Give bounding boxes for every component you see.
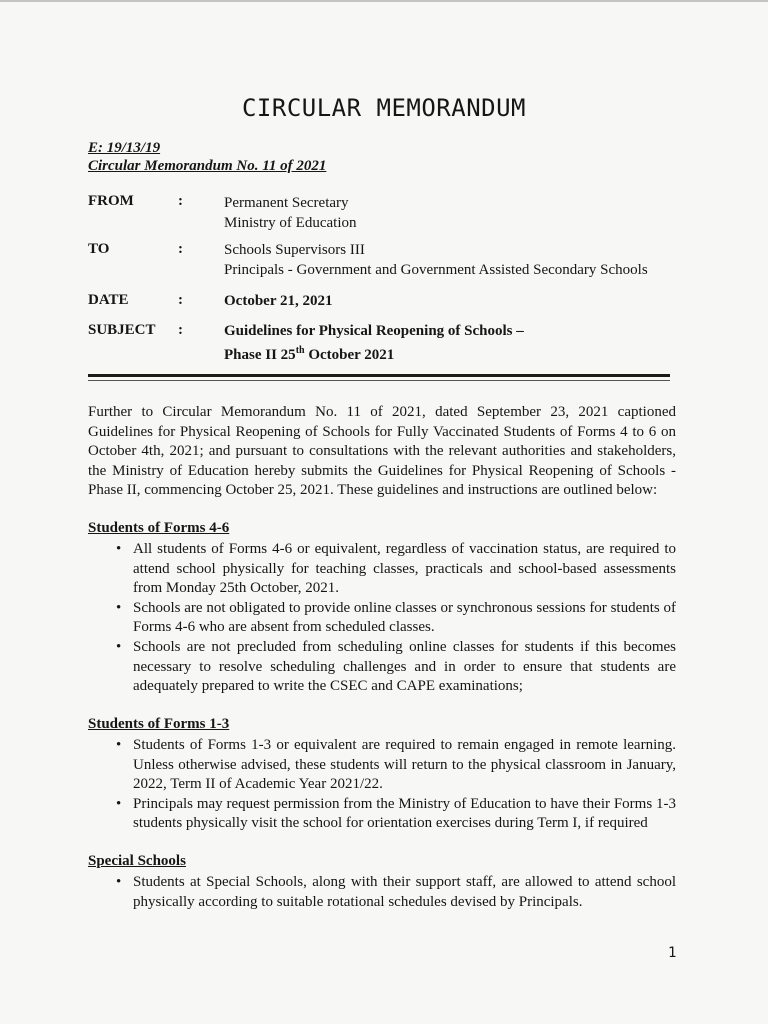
section-heading-special-schools: Special Schools [88, 853, 186, 869]
from-line-1: Permanent Secretary [224, 195, 349, 211]
to-value [224, 240, 648, 280]
from-label: FROM [88, 193, 134, 209]
header-divider [88, 374, 670, 377]
from-value [224, 193, 356, 233]
list-item: • Schools are not precluded from scheduling online classes for students if this becomes necessary to resolve scheduling challenges and in order to ensure that students are adequately prepared to write the CSEC and CAPE examinations; [133, 638, 676, 697]
scan-edge [0, 0, 768, 2]
list-item: • Students of Forms 1-3 or equivalent are required to remain engaged in remote learning. Unless otherwise advised, these students will return to the physical classroom in January, 2022, Term II of Academic Year 2021/22. [133, 736, 676, 795]
subject-phase-text: Phase II 25 [224, 347, 296, 363]
page-title: CIRCULAR MEMORANDUM [241, 94, 527, 122]
reference-number: E: 19/13/19 [88, 140, 161, 156]
list-item: • Students at Special Schools, along with their support staff, are allowed to attend school physically according to suitable rotational schedules devised by Principals. [133, 873, 676, 912]
bullet-list-forms-4-6 [133, 540, 676, 697]
subject-line-1: Guidelines for Physical Reopening of Schools – [224, 323, 524, 339]
to-colon: : [178, 241, 183, 257]
subject-label: SUBJECT [88, 322, 156, 338]
to-line-2: Principals - Government and Government Assisted Secondary Schools [224, 262, 648, 278]
section-heading-forms-1-3: Students of Forms 1-3 [88, 716, 230, 732]
header-divider-thin [88, 380, 670, 381]
date-colon: : [178, 292, 183, 308]
from-line-2: Ministry of Education [224, 215, 357, 231]
date-value: October 21, 2021 [224, 293, 333, 309]
bullet-list-special-schools [133, 873, 676, 912]
memo-number: Circular Memorandum No. 11 of 2021 [88, 158, 327, 174]
to-label: TO [88, 241, 110, 257]
subject-date-text: October 2021 [304, 347, 395, 363]
intro-paragraph: Further to Circular Memorandum No. 11 of 2021, dated September 23, 2021 captioned Guidelines for Physical Reopening of Schools for Fully Vaccinated Students of Forms 4 to 6 on October 4th, 2021; and pursuant to consultations with the relevant authorities and stakeholders, the Ministry of Education hereby submits the Guidelines for Physical Reopening of Schools - Phase II, commencing October 25, 2021. These guidelines and instructions are outlined below: [88, 404, 676, 499]
list-item: • Principals may request permission from the Ministry of Education to have their Forms 1-3 students physically visit the school for orientation exercises during Term I, if required [133, 795, 676, 834]
list-item: • All students of Forms 4-6 or equivalent, regardless of vaccination status, are required to attend school physically for teaching classes, practicals and school-based assessments from Monday 25th October, 2021. [133, 540, 676, 599]
from-colon: : [178, 193, 183, 209]
subject-line-2 [224, 341, 524, 365]
page-number: 1 [668, 945, 677, 961]
bullet-list-forms-1-3 [133, 736, 676, 834]
date-label: DATE [88, 292, 129, 308]
subject-superscript: th [295, 345, 305, 356]
subject-value [224, 321, 524, 365]
section-heading-forms-4-6: Students of Forms 4-6 [88, 520, 230, 536]
to-line-1: Schools Supervisors III [224, 242, 365, 258]
list-item: • Schools are not obligated to provide online classes or synchronous sessions for students of Forms 4-6 who are absent from scheduled classes. [133, 599, 676, 638]
subject-colon: : [178, 322, 183, 338]
